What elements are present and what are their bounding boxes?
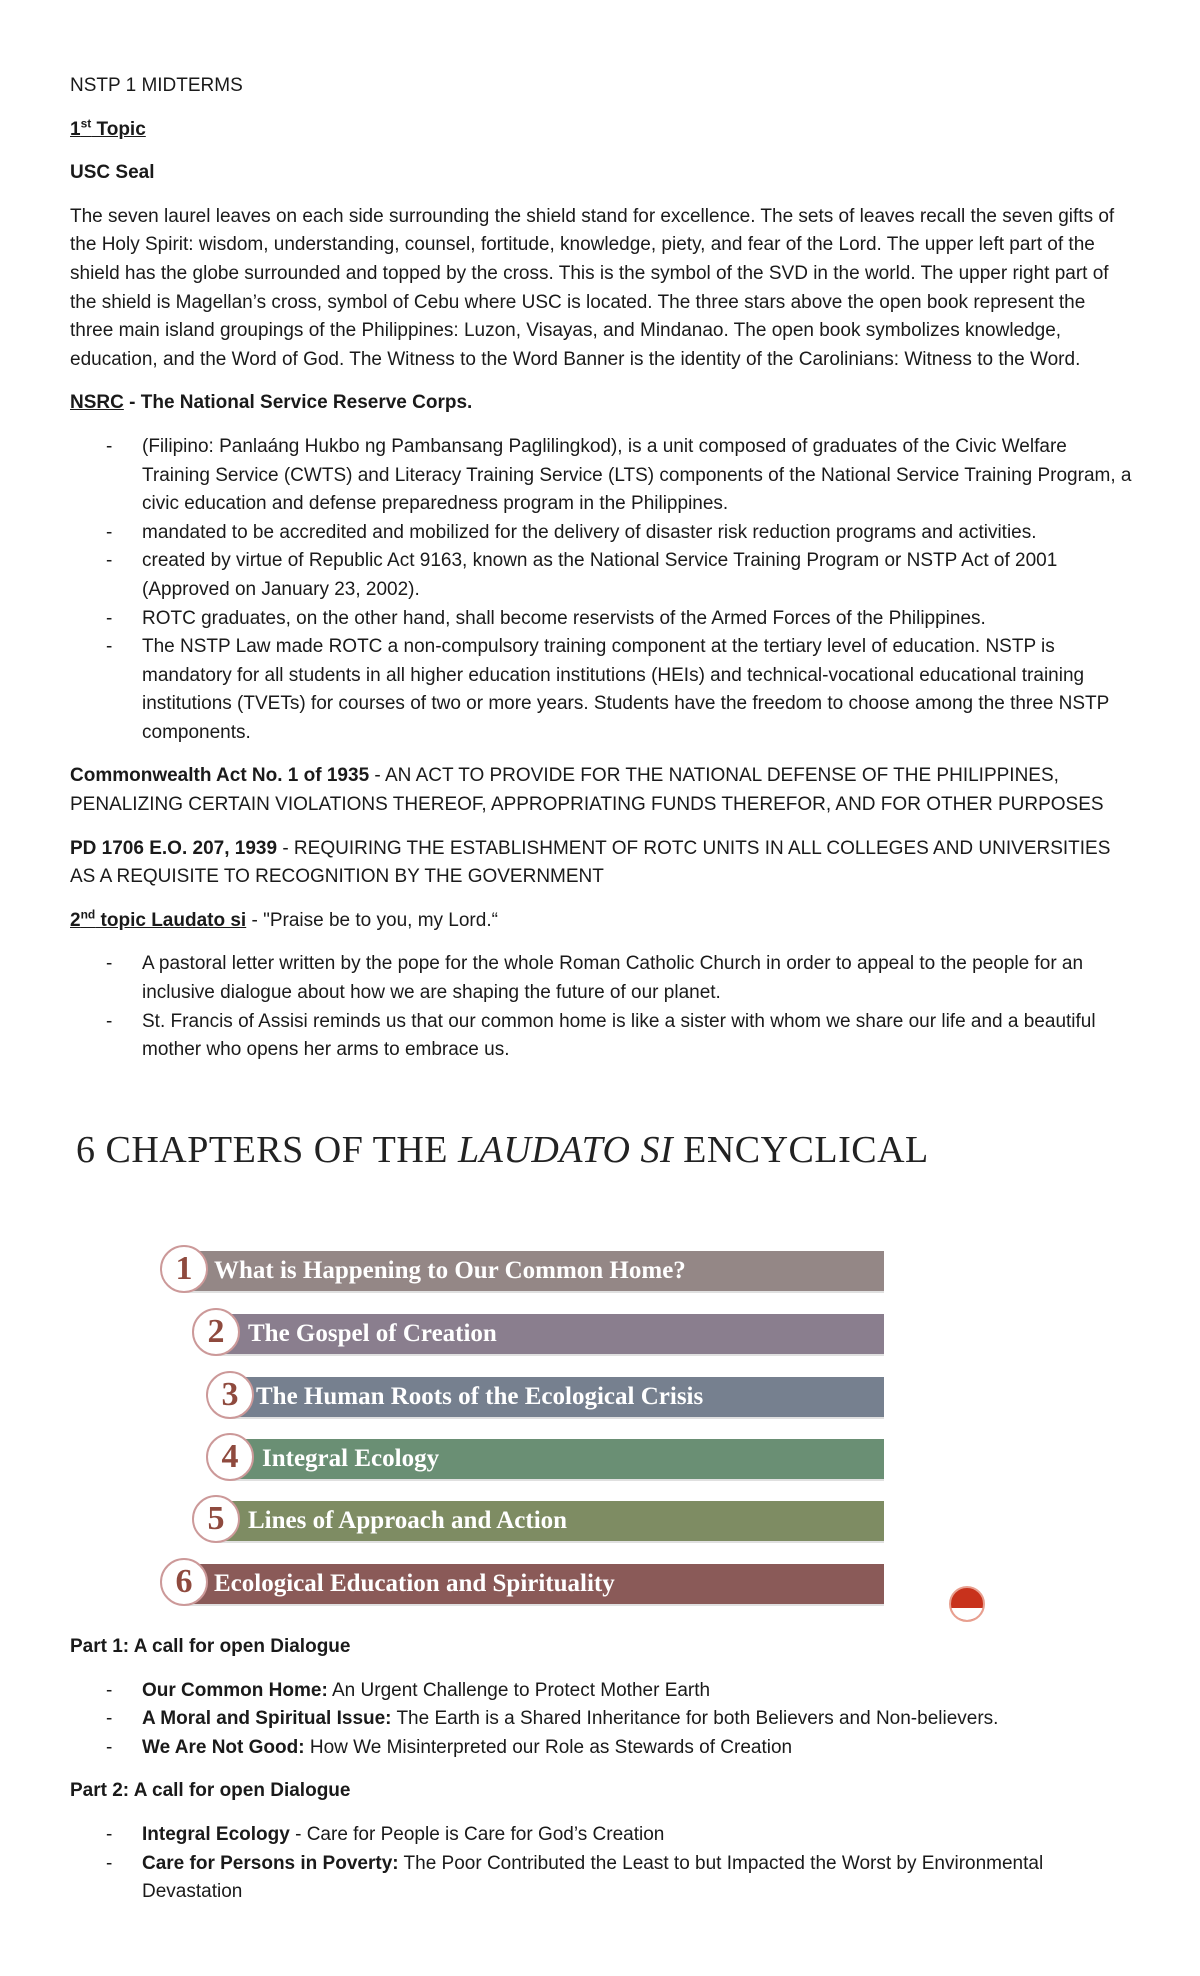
chapter-label: Lines of Approach and Action <box>248 1507 568 1534</box>
chapter-6 <box>160 1564 884 1604</box>
item-term: Our Common Home: <box>142 1679 328 1701</box>
chapter-1 <box>160 1251 884 1291</box>
chapter-5 <box>192 1501 884 1541</box>
item-text: The Poor Contributed the Least to but Impacted the Worst by Environmental Devastation <box>142 1852 1044 1903</box>
usc-seal-heading: USC Seal <box>70 162 155 184</box>
chapter-3 <box>206 1377 884 1417</box>
part-2-heading: Part 2: A call for open Dialogue <box>70 1780 351 1802</box>
list-item: - ROTC graduates, on the other hand, shall become reservists of the Armed Forces of the Philippines. <box>70 605 1132 634</box>
list-item: - A pastoral letter written by the pope for the whole Roman Catholic Church in order to appeal to the people for an inclusive dialogue about how we are shaping the future of our planet. <box>70 950 1132 1007</box>
commonwealth-act-title: Commonwealth Act No. 1 of 1935 <box>70 765 370 787</box>
chapter-label: Integral Ecology <box>262 1445 440 1472</box>
chapter-number-badge: 3 <box>206 1371 254 1419</box>
topic-2-sup: nd <box>80 907 96 922</box>
figure-title-prefix: 6 CHAPTERS OF THE <box>76 1129 459 1171</box>
topic-1-sup: st <box>80 116 92 131</box>
part-1-heading: Part 1: A call for open Dialogue <box>70 1636 351 1657</box>
chapter-number-badge: 5 <box>192 1495 240 1543</box>
pd1706-paragraph <box>70 835 1132 892</box>
list-item <box>70 1821 1132 1850</box>
list-item <box>70 1850 1132 1907</box>
nsrc-title: - The National Service Reserve Corps. <box>123 392 473 414</box>
document-header: NSTP 1 MIDTERMS <box>70 75 243 96</box>
topic-2-title: topic Laudato si <box>95 909 247 931</box>
chapter-number-badge: 1 <box>160 1245 208 1293</box>
topic-1-heading <box>70 116 1132 145</box>
pd1706-title: PD 1706 E.O. 207, 1939 <box>70 837 278 859</box>
list-item <box>70 1734 1132 1763</box>
chapter-number-badge: 2 <box>192 1308 240 1356</box>
topic-2-number: 2 <box>70 909 81 931</box>
chapter-label: Ecological Education and Spirituality <box>214 1570 615 1597</box>
commonwealth-act-paragraph <box>70 762 1132 819</box>
figure-title-italic: LAUDATO SI <box>458 1129 674 1171</box>
item-text: How We Misinterpreted our Role as Stewards of Creation <box>304 1736 793 1758</box>
topic-1-number: 1 <box>70 118 81 140</box>
figure-title-suffix: ENCYCLICAL <box>673 1129 929 1171</box>
item-term: Care for Persons in Poverty: <box>142 1852 399 1874</box>
chapter-number-badge: 6 <box>160 1558 208 1606</box>
commonwealth-act-text: - AN ACT TO PROVIDE FOR THE NATIONAL DEFENSE OF THE PHILIPPINES, PENALIZING CERTAIN VIOLATIONS THEREOF, APPROPRIATING FUNDS THEREFOR, AND FOR OTHER PURPOSES <box>70 765 1104 816</box>
list-item <box>70 1677 1132 1706</box>
item-text: - Care for People is Care for God’s Creation <box>289 1823 665 1845</box>
item-text: The Earth is a Shared Inheritance for both Believers and Non-believers. <box>391 1708 999 1730</box>
topic-2-quote: - "Praise be to you, my Lord.“ <box>246 909 498 931</box>
topic-2-heading <box>70 907 1132 936</box>
chapter-number-badge: 4 <box>206 1433 254 1481</box>
item-text: An Urgent Challenge to Protect Mother Earth <box>327 1679 711 1701</box>
decorative-dot <box>949 1586 985 1622</box>
chapter-2 <box>192 1314 884 1354</box>
nsrc-heading <box>70 389 1132 418</box>
document-page <box>70 72 1132 1080</box>
item-term: A Moral and Spiritual Issue: <box>142 1708 392 1730</box>
nsrc-abbr: NSRC <box>70 392 124 414</box>
list-item: - St. Francis of Assisi reminds us that our common home is like a sister with whom we share our life and a beautiful mother who opens her arms to embrace us. <box>70 1008 1132 1065</box>
list-item: - mandated to be accredited and mobilized for the delivery of disaster risk reduction programs and activities. <box>70 519 1132 548</box>
list-item: - The NSTP Law made ROTC a non-compulsory training component at the tertiary level of education. NSTP is mandatory for all students in all higher education institutions (HEIs) and technical-vocational educational training institutions (TVETs) for courses of two or more years. Students have the freedom to choose among the three NSTP components. <box>70 633 1132 747</box>
pd1706-text: - REQUIRING THE ESTABLISHMENT OF ROTC UNITS IN ALL COLLEGES AND UNIVERSITIES AS A REQUISITE TO RECOGNITION BY THE GOVERNMENT <box>70 837 1111 888</box>
chapter-label: The Gospel of Creation <box>248 1320 497 1347</box>
chapter-label: What is Happening to Our Common Home? <box>214 1257 686 1284</box>
nsrc-list <box>70 433 1132 748</box>
parts-section <box>70 1633 1132 1922</box>
laudato-si-list <box>70 950 1132 1064</box>
chapter-label: The Human Roots of the Ecological Crisis <box>256 1383 704 1410</box>
list-item <box>70 1705 1132 1734</box>
part-1-list <box>70 1677 1132 1763</box>
part-2-list <box>70 1821 1132 1907</box>
list-item: - created by virtue of Republic Act 9163, known as the National Service Training Program or NSTP Act of 2001 (Approved on January 23, 2002). <box>70 547 1132 604</box>
item-term: Integral Ecology <box>142 1823 290 1845</box>
list-item: - (Filipino: Panlaáng Hukbo ng Pambansang Paglilingkod), is a unit composed of graduates of the Civic Welfare Training Service (CWTS) and Literacy Training Service (LTS) components of the National Service Training Program, a civic education and defense preparedness program in the Philippines. <box>70 433 1132 519</box>
item-term: We Are Not Good: <box>142 1736 305 1758</box>
chapter-4 <box>206 1439 884 1479</box>
usc-seal-paragraph: The seven laurel leaves on each side surrounding the shield stand for excellence. The sets of leaves recall the seven gifts of the Holy Spirit: wisdom, understanding, counsel, fortitude, knowledge, piety, and fear of the Lord. The upper left part of the shield has the globe surrounded and topped by the cross. This is the symbol of the SVD in the world. The upper right part of the shield is Magellan’s cross, symbol of Cebu where USC is located. The three stars above the open book represent the three main island groupings of the Philippines: Luzon, Visayas, and Mindanao. The open book symbolizes knowledge, education, and the Word of God. The Witness to the Word Banner is the identity of the Carolinians: Witness to the Word. <box>70 205 1115 370</box>
topic-2-label <box>70 907 247 931</box>
encyclical-figure-title <box>76 1128 976 1172</box>
topic-1-label: Topic <box>91 118 146 140</box>
